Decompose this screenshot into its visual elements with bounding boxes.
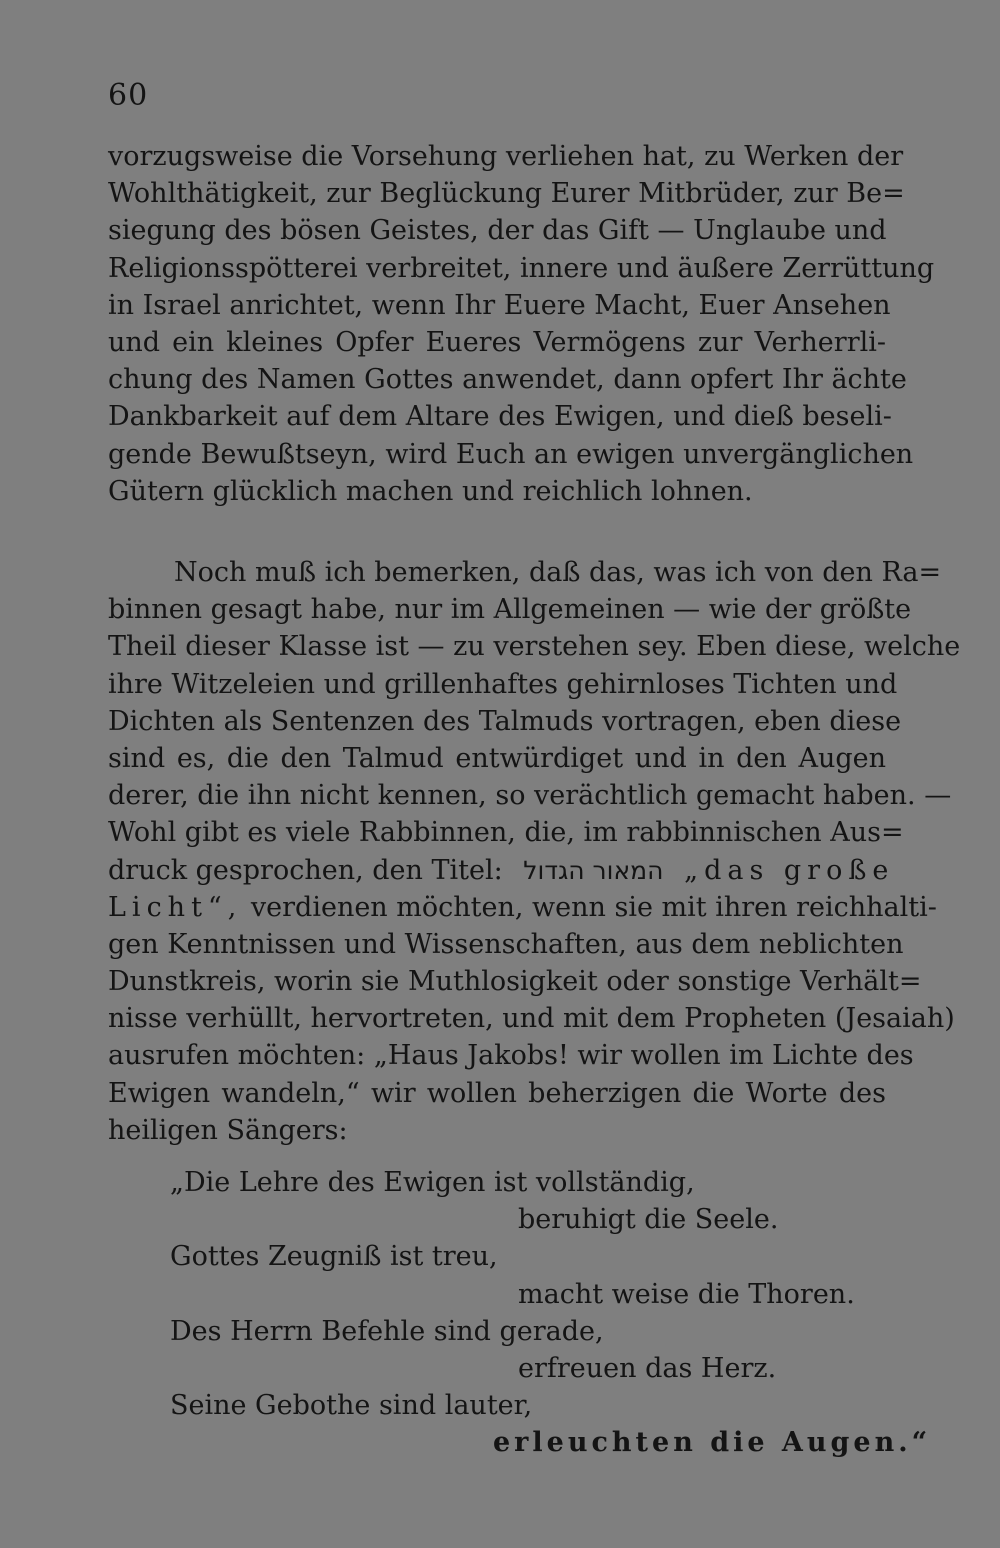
text-line: und ein kleines Opfer Eueres Vermögens zur Verherrli- [108,326,886,358]
paragraph-2 [108,554,961,1149]
text-line: nisse verhüllt, hervortreten, und mit dem Propheten (Jesaiah) [108,1003,955,1035]
verse-line: „Die Lehre des Ewigen ist vollständig, [170,1167,695,1198]
text-line: gen Kenntnissen und Wissenschaften, aus dem neblichten [108,928,904,960]
quote-start: „das große [684,854,895,886]
text-line: Dankbarkeit auf dem Altare des Ewigen, und dieß beseli- [108,401,892,433]
text-line: in Israel anrichtet, wenn Ihr Euere Macht, Euer Ansehen [108,289,891,321]
text-line: Wohl gibt es viele Rabbinnen, die, im rabbinnischen Aus= [108,817,904,849]
text-line: vorzugsweise die Vorsehung verliehen hat, zu Werken der [108,141,904,172]
verse-line: Des Herrn Befehle sind gerade, [170,1315,604,1347]
verse-line: erfreuen das Herz. [518,1352,777,1384]
page-number: 60 [108,78,149,113]
verse-line: Seine Gebothe sind lauter, [170,1390,533,1422]
druck-text: druck gesprochen, den Titel: [108,854,503,886]
text-line-with-hebrew [108,852,895,889]
licht-rest: verdienen möchten, wenn sie mit ihren reichhalti- [250,891,937,923]
text-line: heiligen Sängers: [108,1114,348,1146]
text-line: Dichten als Sentenzen des Talmuds vortragen, eben diese [108,705,902,737]
hebrew-title: המאור הגדול [523,855,664,885]
text-line: sind es, die den Talmud entwürdiget und in den Augen [108,742,886,774]
text-line: Gütern glücklich machen und reichlich lohnen. [108,475,753,507]
verse-line: beruhigt die Seele. [518,1204,779,1236]
text-line: Theil dieser Klasse ist — zu verstehen sey. Eben diese, welche [108,631,961,663]
text-line: Religionsspötterei verbreitet, innere und äußere Zerrüttung [108,252,935,284]
licht-spaced: Licht“, [108,891,243,923]
text-line: Dunstkreis, worin sie Muthlosigkeit oder sonstige Verhält= [108,966,922,998]
text-line: binnen gesagt habe, nur im Allgemeinen — wie der größte [108,594,912,626]
verse-line: erleuchten die Augen.“ [493,1427,932,1459]
text-line: ihre Witzeleien und grillenhaftes gehirnloses Tichten und [108,668,898,700]
psalm-verse [108,1164,932,1462]
text-line: gende Bewußtseyn, wird Euch an ewigen unvergänglichen [108,438,914,470]
text-line: chung des Namen Gottes anwendet, dann opfert Ihr ächte [108,364,907,396]
text-line: Ewigen wandeln,“ wir wollen beherzigen die Worte des [108,1077,886,1109]
text-line: siegung des bösen Geistes, der das Gift — Unglaube und [108,215,887,247]
verse-line: macht weise die Thoren. [518,1278,855,1310]
verse-line: Gottes Zeugniß ist treu, [170,1241,498,1273]
text-line [108,889,937,926]
paragraph-1 [108,138,935,510]
text-line: Wohlthätigkeit, zur Beglückung Eurer Mitbrüder, zur Be= [108,178,905,210]
text-line: derer, die ihn nicht kennen, so verächtlich gemacht haben. — [108,780,952,812]
text-line: ausrufen möchten: „Haus Jakobs! wir wollen im Lichte des [108,1040,914,1072]
text-line: Noch muß ich bemerken, daß das, was ich von den Ra= [174,557,942,588]
